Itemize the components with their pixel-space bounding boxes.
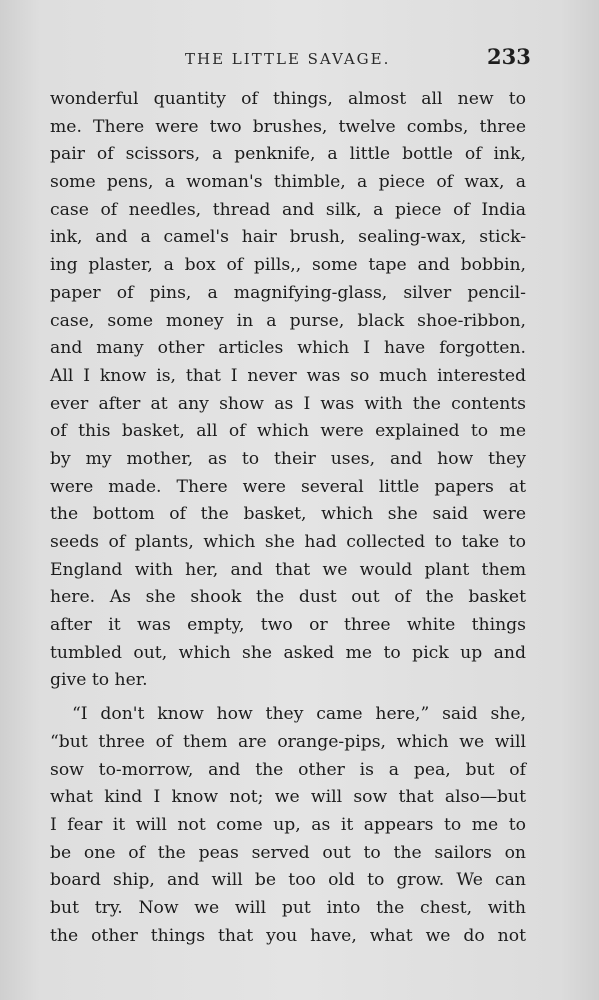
text-line: sow to-morrow, and the other is a pea, but of <box>50 759 526 780</box>
paragraph-2 <box>50 701 526 950</box>
paragraph-1 <box>50 86 526 695</box>
text-line: “I don't know how they came here,” said she, <box>72 704 526 725</box>
text-line: I fear it will not come up, as it appears to me to <box>50 814 526 835</box>
text-line: tumbled out, which she asked me to pick up and <box>50 642 526 663</box>
text-line: paper of pins, a magnifying-glass, silver pencil- <box>50 282 526 303</box>
text-line: be one of the peas served out to the sailors on <box>50 842 526 863</box>
text-line: wonderful quantity of things, almost all new to <box>50 89 526 109</box>
text-line: here. As she shook the dust out of the basket <box>50 587 526 608</box>
text-line: after it was empty, two or three white things <box>50 615 526 636</box>
text-line: me. There were two brushes, twelve combs, three <box>50 116 526 137</box>
text-line: were made. There were several little papers at <box>50 476 526 497</box>
text-line: pair of scissors, a penknife, a little bottle of ink, <box>50 144 526 165</box>
text-line: “but three of them are orange-pips, which we will <box>50 731 526 752</box>
text-line: the other things that you have, what we do not <box>50 925 526 946</box>
text-line: case of needles, thread and silk, a piece of India <box>50 199 526 220</box>
text-line: but try. Now we will put into the chest, with <box>50 897 526 918</box>
page-header <box>0 44 599 74</box>
text-line: the bottom of the basket, which she said were <box>50 504 526 525</box>
text-line: ing plaster, a box of pills,, some tape and bobbin, <box>50 255 526 276</box>
text-line: ever after at any show as I was with the contents <box>50 393 526 414</box>
text-line: what kind I know not; we will sow that also—but <box>50 787 526 808</box>
text-line: by my mother, as to their uses, and how they <box>50 448 526 469</box>
text-line: case, some money in a purse, black shoe-ribbon, <box>50 310 526 331</box>
text-line: All I know is, that I never was so much interested <box>50 365 526 386</box>
text-line: give to her. <box>50 670 148 691</box>
running-title: THE LITTLE SAVAGE. <box>185 50 391 68</box>
body-text <box>50 86 526 950</box>
page-number: 233 <box>487 44 531 69</box>
text-line: ink, and a camel's hair brush, sealing-wax, stick- <box>50 227 526 248</box>
text-line: of this basket, all of which were explained to me <box>50 421 526 442</box>
text-line: seeds of plants, which she had collected to take to <box>50 532 526 552</box>
text-line: and many other articles which I have forgotten. <box>50 338 526 359</box>
text-line: England with her, and that we would plant them <box>50 559 526 580</box>
text-line: some pens, a woman's thimble, a piece of wax, a <box>50 172 526 193</box>
text-line: board ship, and will be too old to grow. We can <box>50 870 526 891</box>
